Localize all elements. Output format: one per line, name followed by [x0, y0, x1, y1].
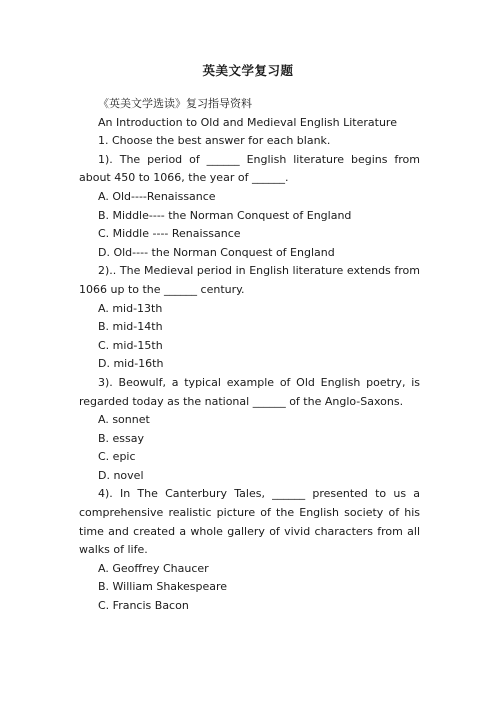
- option-line: B. mid-14th: [98, 320, 163, 334]
- document-title: 英美文学复习题: [202, 63, 294, 78]
- option-line: B. essay: [98, 431, 145, 445]
- option-line: C. mid-15th: [98, 338, 163, 352]
- question-3: 3). Beowulf, a typical example of Old English poetry, is regarded today as the national ______ of the Anglo-Saxons.: [79, 375, 420, 408]
- question-2: 2).. The Medieval period in English literature extends from 1066 up to the ______ century.: [79, 264, 420, 296]
- option-line: A. mid-13th: [98, 301, 163, 315]
- study-guide-heading: 《英美文学选读》复习指导资料: [98, 97, 252, 110]
- option-line: C. Francis Bacon: [98, 599, 189, 613]
- option-line: A. sonnet: [98, 413, 150, 427]
- option-line: A. Geoffrey Chaucer: [98, 561, 209, 575]
- instruction-line: 1. Choose the best answer for each blank.: [98, 134, 331, 148]
- option-line: B. William Shakespeare: [98, 580, 228, 594]
- question-1: 1). The period of ______ English literature begins from about 450 to 1066, the year of ______.: [79, 152, 420, 185]
- question-4: 4). In The Canterbury Tales, ______ presented to us a comprehensive realistic picture of the English society of his time and created a whole gallery of vivid characters from all walks of life.: [79, 487, 420, 557]
- option-line: D. mid-16th: [98, 357, 164, 371]
- option-line: B. Middle---- the Norman Conquest of England: [98, 208, 352, 222]
- option-line: D. novel: [98, 468, 144, 482]
- option-line: D. Old---- the Norman Conquest of England: [98, 245, 335, 259]
- document-body: [79, 95, 420, 616]
- section-heading: An Introduction to Old and Medieval English Literature: [98, 115, 397, 129]
- option-line: C. epic: [98, 450, 136, 464]
- option-line: C. Middle ---- Renaissance: [98, 227, 241, 241]
- option-line: A. Old----Renaissance: [98, 189, 216, 203]
